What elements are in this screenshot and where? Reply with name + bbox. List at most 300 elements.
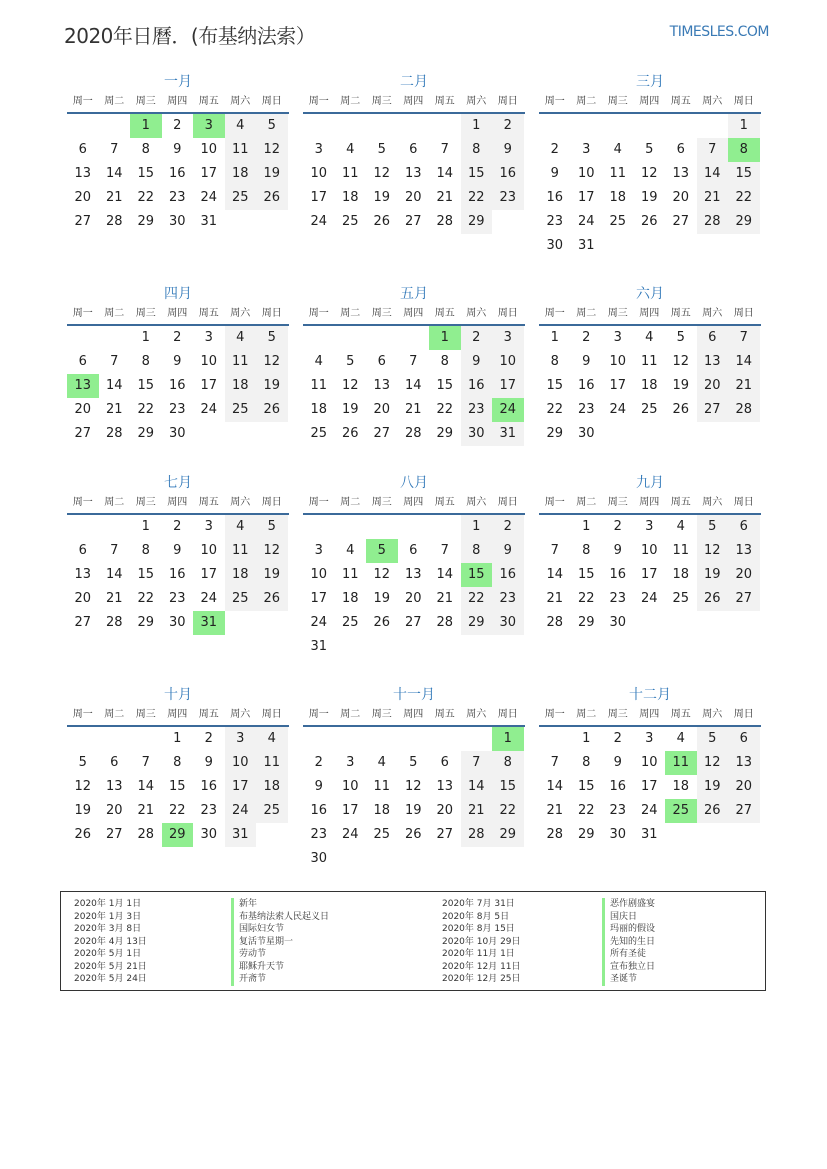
day-cell: 7 bbox=[440, 142, 449, 157]
day-cell: 25 bbox=[225, 587, 257, 611]
weekday-label: 周三 bbox=[607, 709, 628, 720]
empty-cell bbox=[429, 114, 461, 138]
day-cell: 6 bbox=[697, 326, 729, 350]
weekday-label: 周日 bbox=[497, 96, 518, 107]
weekday-label: 周一 bbox=[544, 497, 565, 508]
day-cell: 17 bbox=[200, 166, 218, 181]
day-cell: 7 bbox=[110, 543, 119, 558]
day-cell: 2 bbox=[582, 330, 591, 345]
day-cell: 13 bbox=[697, 350, 729, 374]
day-cell: 28 bbox=[105, 426, 123, 441]
day-cell: 30 bbox=[546, 238, 564, 253]
holiday-date: 2020年 8月 5日 bbox=[442, 911, 510, 922]
day-cell: 13 bbox=[74, 567, 92, 582]
day-cell: 15 bbox=[728, 162, 760, 186]
day-cell: 15 bbox=[546, 378, 564, 393]
weekday-header bbox=[67, 705, 289, 727]
day-cell: 18 bbox=[373, 803, 391, 818]
weekday-label: 周五 bbox=[670, 308, 691, 319]
day-cell: 20 bbox=[373, 402, 391, 417]
day-cell: 28 bbox=[546, 827, 564, 842]
day-cell: 20 bbox=[74, 190, 92, 205]
empty-cell bbox=[99, 727, 131, 751]
empty-cell bbox=[398, 114, 430, 138]
month-block bbox=[67, 685, 289, 847]
day-cell: 12 bbox=[74, 779, 92, 794]
day-cell: 30 bbox=[492, 611, 524, 635]
day-cell: 28 bbox=[436, 214, 454, 229]
day-cell: 5 bbox=[697, 515, 729, 539]
day-cell: 10 bbox=[225, 751, 257, 775]
day-cell: 19 bbox=[256, 563, 288, 587]
day-cell: 7 bbox=[110, 354, 119, 369]
day-cell: 31 bbox=[640, 827, 658, 842]
month-block bbox=[539, 473, 761, 635]
holiday-day-cell: 15 bbox=[461, 563, 493, 587]
weekday-label: 周四 bbox=[639, 96, 660, 107]
day-cell: 21 bbox=[697, 186, 729, 210]
day-cell: 1 bbox=[461, 114, 493, 138]
holiday-dates-left bbox=[74, 898, 147, 986]
holiday-legend bbox=[60, 891, 766, 991]
day-cell: 17 bbox=[492, 374, 524, 398]
weekday-label: 周六 bbox=[702, 497, 723, 508]
day-cell: 16 bbox=[492, 162, 524, 186]
holiday-name: 复活节星期一 bbox=[239, 936, 294, 947]
day-cell: 12 bbox=[373, 567, 391, 582]
day-cell: 29 bbox=[577, 827, 595, 842]
weekday-label: 周六 bbox=[702, 96, 723, 107]
weekday-header bbox=[303, 705, 525, 727]
day-cell: 29 bbox=[137, 615, 155, 630]
month-name: 二月 bbox=[400, 74, 428, 90]
day-cell: 13 bbox=[436, 779, 454, 794]
day-cell: 26 bbox=[341, 426, 359, 441]
weekday-label: 周一 bbox=[308, 709, 329, 720]
day-cell: 4 bbox=[346, 142, 355, 157]
day-cell: 26 bbox=[256, 398, 288, 422]
day-cell: 30 bbox=[310, 851, 328, 866]
day-cell: 6 bbox=[728, 515, 760, 539]
holiday-name: 先知的生日 bbox=[610, 936, 656, 947]
weekday-label: 周二 bbox=[340, 308, 361, 319]
day-cell: 22 bbox=[546, 402, 564, 417]
day-cell: 5 bbox=[256, 114, 288, 138]
day-cell: 11 bbox=[609, 166, 627, 181]
weekday-label: 周五 bbox=[670, 96, 691, 107]
day-cell: 7 bbox=[697, 138, 729, 162]
day-cell: 25 bbox=[341, 214, 359, 229]
day-cell: 3 bbox=[204, 330, 213, 345]
day-cell: 23 bbox=[546, 214, 564, 229]
day-cell: 6 bbox=[377, 354, 386, 369]
day-cell: 20 bbox=[74, 591, 92, 606]
weekday-label: 周日 bbox=[733, 308, 754, 319]
day-cell: 2 bbox=[173, 330, 182, 345]
holiday-date: 2020年 3月 8日 bbox=[74, 924, 142, 934]
day-cell: 10 bbox=[640, 755, 658, 770]
weekday-label: 周三 bbox=[607, 96, 628, 107]
empty-cell bbox=[429, 515, 461, 539]
day-cell: 24 bbox=[640, 803, 658, 818]
holiday-day-cell: 31 bbox=[193, 611, 225, 635]
weekday-header bbox=[539, 493, 761, 515]
day-cell: 26 bbox=[640, 214, 658, 229]
day-cell: 20 bbox=[728, 563, 760, 587]
day-cell: 26 bbox=[697, 587, 729, 611]
day-cell: 9 bbox=[204, 755, 213, 770]
day-cell: 14 bbox=[546, 567, 564, 582]
day-cell: 9 bbox=[613, 543, 622, 558]
day-cell: 20 bbox=[728, 775, 760, 799]
empty-cell bbox=[303, 326, 335, 350]
month-block bbox=[303, 284, 525, 446]
weekday-label: 周四 bbox=[167, 709, 188, 720]
day-cell: 8 bbox=[492, 751, 524, 775]
day-cell: 13 bbox=[404, 567, 422, 582]
day-cell: 20 bbox=[404, 591, 422, 606]
weekday-label: 周日 bbox=[497, 308, 518, 319]
day-cell: 1 bbox=[582, 519, 591, 534]
day-grid bbox=[303, 727, 525, 871]
holiday-dates-right bbox=[442, 898, 521, 986]
day-cell: 22 bbox=[137, 402, 155, 417]
day-cell: 11 bbox=[310, 378, 328, 393]
day-cell: 19 bbox=[256, 162, 288, 186]
day-cell: 15 bbox=[436, 378, 454, 393]
day-cell: 3 bbox=[314, 543, 323, 558]
day-cell: 10 bbox=[200, 142, 218, 157]
weekday-label: 周一 bbox=[544, 308, 565, 319]
day-cell: 14 bbox=[436, 567, 454, 582]
day-cell: 27 bbox=[105, 827, 123, 842]
day-cell: 6 bbox=[728, 727, 760, 751]
day-cell: 27 bbox=[697, 398, 729, 422]
day-cell: 6 bbox=[78, 543, 87, 558]
day-cell: 25 bbox=[256, 799, 288, 823]
day-cell: 23 bbox=[310, 827, 328, 842]
empty-cell bbox=[602, 114, 634, 138]
day-grid bbox=[539, 114, 761, 258]
empty-cell bbox=[335, 515, 367, 539]
day-cell: 8 bbox=[173, 755, 182, 770]
weekday-header bbox=[539, 92, 761, 114]
weekday-label: 周三 bbox=[135, 497, 156, 508]
day-cell: 6 bbox=[78, 354, 87, 369]
day-cell: 9 bbox=[492, 539, 524, 563]
day-cell: 16 bbox=[168, 567, 186, 582]
day-cell: 3 bbox=[225, 727, 257, 751]
empty-cell bbox=[67, 727, 99, 751]
day-cell: 15 bbox=[461, 162, 493, 186]
day-cell: 30 bbox=[168, 214, 186, 229]
holiday-date: 2020年 7月 31日 bbox=[442, 899, 515, 909]
weekday-label: 周日 bbox=[261, 709, 282, 720]
holiday-name: 布基纳法索人民起义日 bbox=[239, 911, 330, 922]
day-cell: 14 bbox=[546, 779, 564, 794]
day-cell: 9 bbox=[613, 755, 622, 770]
day-cell: 17 bbox=[577, 190, 595, 205]
day-cell: 7 bbox=[550, 755, 559, 770]
holiday-name: 圣诞节 bbox=[610, 974, 638, 984]
day-cell: 24 bbox=[609, 402, 627, 417]
day-cell: 22 bbox=[461, 587, 493, 611]
empty-cell bbox=[398, 515, 430, 539]
empty-cell bbox=[634, 114, 666, 138]
day-cell: 4 bbox=[377, 755, 386, 770]
day-cell: 25 bbox=[672, 591, 690, 606]
weekday-label: 周五 bbox=[434, 709, 455, 720]
holiday-name: 国庆日 bbox=[610, 911, 638, 922]
month-name: 九月 bbox=[636, 475, 664, 491]
holiday-date: 2020年 5月 24日 bbox=[74, 974, 147, 984]
weekday-label: 周日 bbox=[497, 497, 518, 508]
day-cell: 9 bbox=[582, 354, 591, 369]
holiday-name: 国际妇女节 bbox=[239, 924, 285, 934]
day-cell: 3 bbox=[314, 142, 323, 157]
day-cell: 17 bbox=[640, 779, 658, 794]
day-cell: 11 bbox=[373, 779, 391, 794]
day-cell: 1 bbox=[461, 515, 493, 539]
day-cell: 8 bbox=[141, 543, 150, 558]
day-grid bbox=[303, 326, 525, 446]
day-cell: 22 bbox=[492, 799, 524, 823]
empty-cell bbox=[303, 727, 335, 751]
day-cell: 13 bbox=[728, 751, 760, 775]
day-cell: 15 bbox=[137, 378, 155, 393]
day-cell: 29 bbox=[461, 611, 493, 635]
day-cell: 2 bbox=[173, 118, 182, 133]
day-grid bbox=[67, 114, 289, 234]
day-cell: 10 bbox=[310, 567, 328, 582]
day-cell: 27 bbox=[436, 827, 454, 842]
day-cell: 15 bbox=[168, 779, 186, 794]
day-cell: 23 bbox=[168, 591, 186, 606]
day-cell: 29 bbox=[546, 426, 564, 441]
day-cell: 17 bbox=[200, 378, 218, 393]
day-cell: 12 bbox=[697, 751, 729, 775]
day-cell: 7 bbox=[728, 326, 760, 350]
weekday-label: 周二 bbox=[104, 308, 125, 319]
weekday-label: 周二 bbox=[340, 497, 361, 508]
weekday-label: 周二 bbox=[576, 497, 597, 508]
day-cell: 28 bbox=[697, 210, 729, 234]
weekday-label: 周一 bbox=[72, 96, 93, 107]
empty-cell bbox=[539, 114, 571, 138]
weekday-label: 周三 bbox=[135, 709, 156, 720]
day-cell: 28 bbox=[546, 615, 564, 630]
empty-cell bbox=[303, 515, 335, 539]
day-cell: 27 bbox=[373, 426, 391, 441]
day-cell: 1 bbox=[173, 731, 182, 746]
day-cell: 14 bbox=[105, 378, 123, 393]
day-cell: 29 bbox=[577, 615, 595, 630]
day-cell: 4 bbox=[256, 727, 288, 751]
day-cell: 12 bbox=[256, 138, 288, 162]
day-cell: 29 bbox=[137, 214, 155, 229]
day-cell: 15 bbox=[492, 775, 524, 799]
month-block bbox=[303, 685, 525, 871]
day-cell: 3 bbox=[582, 142, 591, 157]
day-cell: 1 bbox=[141, 519, 150, 534]
day-cell: 1 bbox=[728, 114, 760, 138]
holiday-day-cell: 5 bbox=[366, 539, 398, 563]
day-cell: 16 bbox=[200, 779, 218, 794]
day-cell: 16 bbox=[461, 374, 493, 398]
day-cell: 14 bbox=[105, 567, 123, 582]
day-cell: 14 bbox=[404, 378, 422, 393]
day-cell: 17 bbox=[341, 803, 359, 818]
day-cell: 12 bbox=[256, 539, 288, 563]
day-cell: 21 bbox=[105, 591, 123, 606]
day-cell: 1 bbox=[550, 330, 559, 345]
month-block bbox=[67, 473, 289, 635]
day-cell: 19 bbox=[697, 563, 729, 587]
day-cell: 13 bbox=[105, 779, 123, 794]
day-cell: 10 bbox=[640, 543, 658, 558]
day-cell: 19 bbox=[404, 803, 422, 818]
weekday-label: 周一 bbox=[308, 497, 329, 508]
weekday-label: 周一 bbox=[544, 96, 565, 107]
month-name: 五月 bbox=[400, 286, 428, 302]
day-cell: 9 bbox=[314, 779, 323, 794]
weekday-label: 周五 bbox=[198, 709, 219, 720]
day-cell: 19 bbox=[672, 378, 690, 393]
holiday-name: 恶作剧盛宴 bbox=[610, 899, 656, 909]
day-cell: 29 bbox=[137, 426, 155, 441]
holiday-date: 2020年 1月 3日 bbox=[74, 911, 142, 922]
day-cell: 20 bbox=[404, 190, 422, 205]
weekday-label: 周三 bbox=[371, 497, 392, 508]
day-cell: 16 bbox=[492, 563, 524, 587]
day-cell: 16 bbox=[168, 378, 186, 393]
day-cell: 18 bbox=[225, 563, 257, 587]
empty-cell bbox=[99, 515, 131, 539]
month-name: 七月 bbox=[164, 475, 192, 491]
day-cell: 21 bbox=[137, 803, 155, 818]
weekday-label: 周五 bbox=[198, 497, 219, 508]
day-cell: 8 bbox=[440, 354, 449, 369]
day-cell: 13 bbox=[373, 378, 391, 393]
day-cell: 24 bbox=[577, 214, 595, 229]
weekday-header bbox=[539, 705, 761, 727]
holiday-date: 2020年 10月 29日 bbox=[442, 936, 521, 947]
day-cell: 14 bbox=[461, 775, 493, 799]
day-cell: 21 bbox=[105, 190, 123, 205]
day-cell: 19 bbox=[373, 190, 391, 205]
holiday-date: 2020年 12月 25日 bbox=[442, 974, 521, 984]
day-cell: 31 bbox=[492, 422, 524, 446]
day-cell: 25 bbox=[310, 426, 328, 441]
day-cell: 23 bbox=[200, 803, 218, 818]
day-cell: 9 bbox=[492, 138, 524, 162]
day-grid bbox=[303, 114, 525, 234]
weekday-label: 周二 bbox=[576, 709, 597, 720]
weekday-label: 周日 bbox=[261, 497, 282, 508]
day-cell: 10 bbox=[492, 350, 524, 374]
holiday-day-cell: 1 bbox=[492, 727, 524, 751]
month-block bbox=[67, 284, 289, 446]
weekday-label: 周六 bbox=[702, 308, 723, 319]
day-cell: 31 bbox=[225, 823, 257, 847]
day-cell: 6 bbox=[409, 543, 418, 558]
day-cell: 18 bbox=[256, 775, 288, 799]
weekday-label: 周五 bbox=[198, 308, 219, 319]
month-block bbox=[67, 72, 289, 234]
day-cell: 30 bbox=[577, 426, 595, 441]
weekday-label: 周四 bbox=[639, 308, 660, 319]
day-cell: 17 bbox=[200, 567, 218, 582]
month-name: 八月 bbox=[400, 475, 428, 491]
day-cell: 24 bbox=[341, 827, 359, 842]
day-cell: 6 bbox=[440, 755, 449, 770]
empty-cell bbox=[67, 114, 99, 138]
holiday-day-cell: 8 bbox=[728, 138, 760, 162]
day-cell: 6 bbox=[676, 142, 685, 157]
day-cell: 9 bbox=[173, 142, 182, 157]
day-cell: 2 bbox=[613, 731, 622, 746]
empty-cell bbox=[571, 114, 603, 138]
site-logo[interactable]: TIMESLES.COM bbox=[669, 24, 769, 40]
day-cell: 23 bbox=[609, 591, 627, 606]
day-cell: 14 bbox=[137, 779, 155, 794]
day-cell: 2 bbox=[173, 519, 182, 534]
empty-cell bbox=[398, 727, 430, 751]
weekday-label: 周六 bbox=[466, 308, 487, 319]
weekday-label: 周三 bbox=[371, 308, 392, 319]
day-cell: 25 bbox=[225, 398, 257, 422]
day-cell: 17 bbox=[640, 567, 658, 582]
day-cell: 27 bbox=[728, 799, 760, 823]
day-cell: 26 bbox=[74, 827, 92, 842]
day-cell: 18 bbox=[310, 402, 328, 417]
empty-cell bbox=[461, 727, 493, 751]
holiday-day-cell: 3 bbox=[193, 114, 225, 138]
weekday-label: 周六 bbox=[466, 709, 487, 720]
day-cell: 23 bbox=[168, 402, 186, 417]
day-cell: 14 bbox=[436, 166, 454, 181]
day-cell: 17 bbox=[609, 378, 627, 393]
holiday-date: 2020年 5月 1日 bbox=[74, 949, 142, 959]
day-cell: 24 bbox=[225, 799, 257, 823]
day-cell: 18 bbox=[640, 378, 658, 393]
day-cell: 30 bbox=[200, 827, 218, 842]
day-cell: 3 bbox=[645, 519, 654, 534]
day-cell: 11 bbox=[225, 350, 257, 374]
day-cell: 6 bbox=[110, 755, 119, 770]
empty-cell bbox=[335, 326, 367, 350]
day-cell: 10 bbox=[200, 354, 218, 369]
weekday-header bbox=[303, 304, 525, 326]
weekday-label: 周一 bbox=[72, 308, 93, 319]
holiday-day-cell: 29 bbox=[162, 823, 194, 847]
day-cell: 6 bbox=[409, 142, 418, 157]
day-cell: 16 bbox=[168, 166, 186, 181]
empty-cell bbox=[539, 515, 571, 539]
holiday-day-cell: 11 bbox=[665, 751, 697, 775]
day-cell: 10 bbox=[341, 779, 359, 794]
empty-cell bbox=[99, 114, 131, 138]
weekday-label: 周二 bbox=[104, 709, 125, 720]
day-cell: 12 bbox=[640, 166, 658, 181]
weekday-label: 周一 bbox=[72, 497, 93, 508]
day-cell: 21 bbox=[546, 591, 564, 606]
day-grid bbox=[67, 727, 289, 847]
day-cell: 19 bbox=[640, 190, 658, 205]
day-cell: 11 bbox=[640, 354, 658, 369]
day-cell: 27 bbox=[74, 426, 92, 441]
day-cell: 23 bbox=[492, 587, 524, 611]
